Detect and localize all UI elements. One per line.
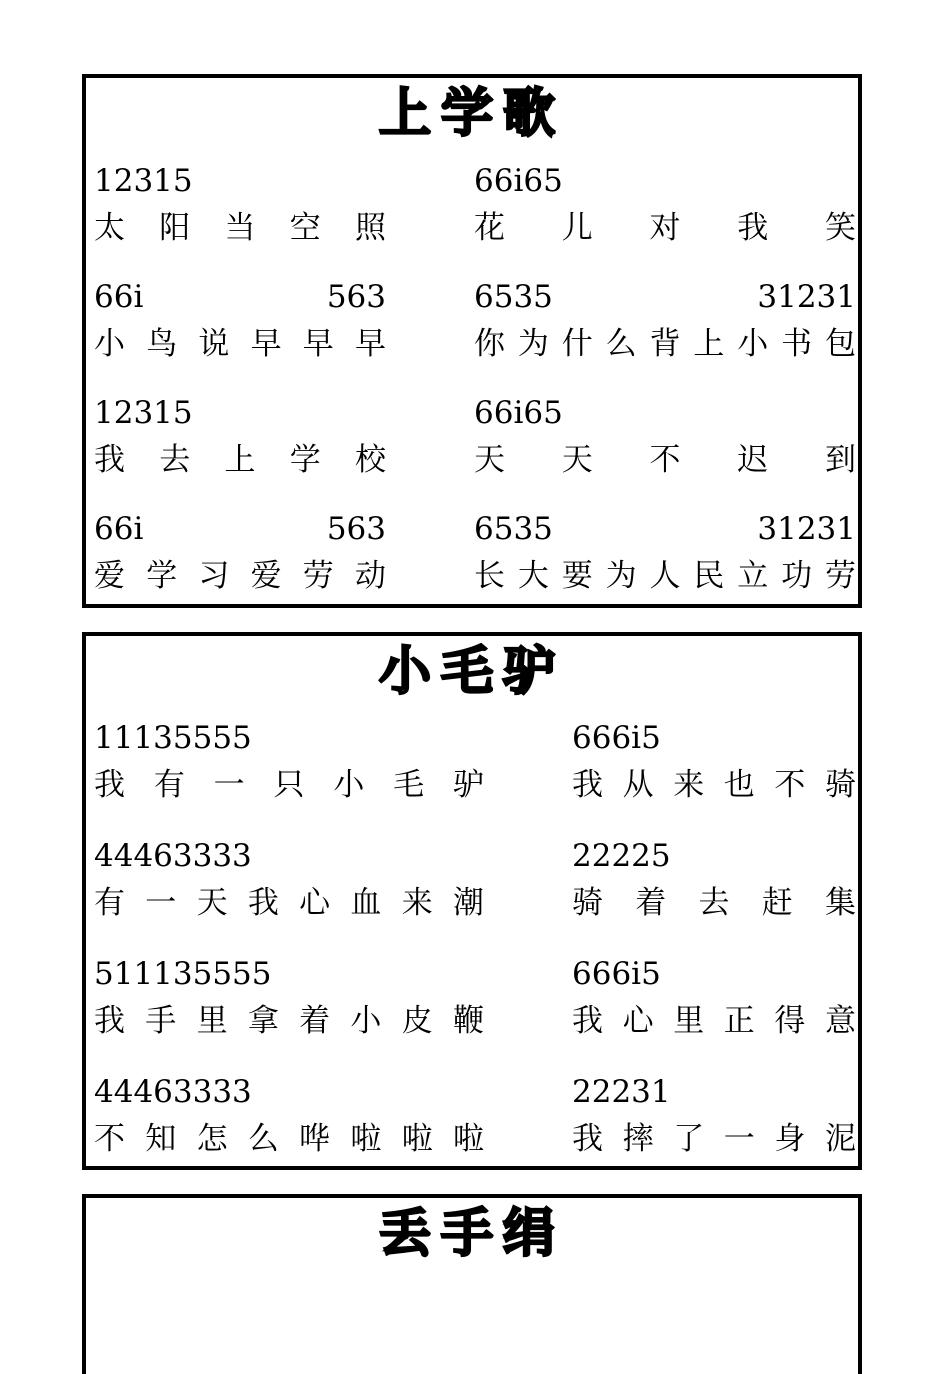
lyric-char: 我 <box>94 767 125 803</box>
notation-part: 44463333 <box>94 1074 252 1110</box>
notation <box>572 838 856 874</box>
lyric-char: 有 <box>153 767 185 803</box>
lyric-char: 上 <box>693 326 725 362</box>
notation-part: 12315 <box>94 395 193 431</box>
song-line <box>94 395 386 478</box>
notation-part: 66i <box>94 511 144 547</box>
song-line <box>572 720 856 803</box>
lyric-char: 鸟 <box>146 326 178 362</box>
lyric-char: 劳 <box>302 558 334 594</box>
notation-part: 66i65 <box>474 395 563 431</box>
lyric-char: 着 <box>299 1003 331 1039</box>
lyric-char: 学 <box>289 442 321 478</box>
song-card <box>82 1194 862 1374</box>
lyric-char: 来 <box>401 885 433 921</box>
lyric-char: 小 <box>350 1003 382 1039</box>
lyrics <box>572 885 856 921</box>
lyric-char: 驴 <box>452 767 484 803</box>
lyric-char: 背 <box>649 326 681 362</box>
notation <box>572 956 856 992</box>
lyric-char: 从 <box>622 767 654 803</box>
lyric-char: 赶 <box>761 885 793 921</box>
lyric-char: 爱 <box>94 558 125 594</box>
notation-part: 66i65 <box>474 163 563 199</box>
lyric-char: 我 <box>94 1003 125 1039</box>
lyric-char: 也 <box>723 767 755 803</box>
lyric-char: 早 <box>354 326 386 362</box>
lyric-char: 知 <box>145 1121 177 1157</box>
lyric-char: 校 <box>355 442 386 478</box>
notation <box>474 279 856 315</box>
lyric-char: 身 <box>774 1121 806 1157</box>
lyric-char: 来 <box>673 767 705 803</box>
notation-part: 22225 <box>572 838 671 874</box>
lyric-char: 要 <box>561 558 593 594</box>
lyric-char: 潮 <box>452 885 484 921</box>
lyric-char: 上 <box>224 442 256 478</box>
song-line <box>474 163 856 246</box>
song-line <box>474 279 856 362</box>
lyric-char: 一 <box>723 1121 755 1157</box>
lyrics <box>94 326 386 362</box>
lyrics <box>572 1121 856 1157</box>
lyric-char: 为 <box>517 326 549 362</box>
lyric-char: 小 <box>94 326 125 362</box>
notation-part: 6535 <box>474 511 553 547</box>
lyric-char: 血 <box>350 885 382 921</box>
lyric-char: 集 <box>825 885 856 921</box>
lyrics <box>94 767 484 803</box>
lyric-char: 我 <box>94 442 125 478</box>
song-title: 小毛驴 <box>378 642 565 702</box>
lyric-char: 不 <box>94 1121 125 1157</box>
lyric-char: 小 <box>333 767 365 803</box>
lyric-char: 功 <box>781 558 813 594</box>
lyric-char: 啦 <box>350 1121 382 1157</box>
lyric-char: 小 <box>737 326 769 362</box>
lyrics <box>94 1121 484 1157</box>
lyrics <box>572 767 856 803</box>
lyric-char: 我 <box>247 885 279 921</box>
lyric-char: 天 <box>196 885 228 921</box>
lyric-char: 我 <box>572 767 603 803</box>
lyric-char: 只 <box>273 767 305 803</box>
lyric-char: 天 <box>561 442 593 478</box>
notation-part: 563 <box>326 279 386 315</box>
lyric-char: 不 <box>649 442 681 478</box>
song-line <box>94 838 484 921</box>
lyrics <box>572 1003 856 1039</box>
lyric-char: 哗 <box>299 1121 331 1157</box>
lyric-char: 拿 <box>247 1003 279 1039</box>
lyric-char: 去 <box>159 442 191 478</box>
lyric-char: 动 <box>354 558 386 594</box>
lyric-char: 早 <box>250 326 282 362</box>
lyric-char: 什 <box>561 326 593 362</box>
lyric-char: 得 <box>774 1003 806 1039</box>
lyric-char: 你 <box>474 326 505 362</box>
song-line <box>94 163 386 246</box>
lyrics <box>94 558 386 594</box>
notation-part: 66i <box>94 279 144 315</box>
lyric-char: 花 <box>474 210 505 246</box>
lyric-char: 啦 <box>452 1121 484 1157</box>
lyric-char: 学 <box>146 558 178 594</box>
song-title: 丢手绢 <box>378 1204 565 1264</box>
notation <box>474 163 856 199</box>
song-line <box>572 838 856 921</box>
song-line <box>94 1074 484 1157</box>
lyric-char: 里 <box>196 1003 228 1039</box>
lyric-char: 么 <box>247 1121 279 1157</box>
notation <box>94 838 484 874</box>
notation <box>94 720 484 756</box>
lyric-char: 早 <box>302 326 334 362</box>
lyric-char: 天 <box>474 442 505 478</box>
song-line <box>572 956 856 1039</box>
lyric-char: 爱 <box>250 558 282 594</box>
notation <box>474 511 856 547</box>
lyric-char: 正 <box>723 1003 755 1039</box>
lyric-char: 毛 <box>393 767 425 803</box>
lyric-char: 不 <box>774 767 806 803</box>
lyric-char: 意 <box>824 1003 856 1039</box>
notation <box>94 511 386 547</box>
notation-part: 22231 <box>572 1074 671 1110</box>
lyric-char: 皮 <box>401 1003 433 1039</box>
notation <box>474 395 856 431</box>
lyric-char: 民 <box>693 558 725 594</box>
lyric-char: 劳 <box>825 558 856 594</box>
lyric-char: 习 <box>198 558 230 594</box>
lyric-char: 着 <box>635 885 667 921</box>
lyric-char: 骑 <box>572 885 603 921</box>
lyric-char: 太 <box>94 210 125 246</box>
lyric-char: 怎 <box>196 1121 228 1157</box>
notation <box>94 956 484 992</box>
lyric-char: 么 <box>605 326 637 362</box>
notation-part: 11135555 <box>94 720 252 756</box>
lyric-char: 手 <box>145 1003 177 1039</box>
lyric-char: 一 <box>213 767 245 803</box>
lyric-char: 鞭 <box>452 1003 484 1039</box>
notation-part: 44463333 <box>94 838 252 874</box>
lyric-char: 书 <box>781 326 813 362</box>
song-line <box>474 395 856 478</box>
notation <box>572 1074 856 1110</box>
notation-part: 6535 <box>474 279 553 315</box>
lyric-char: 说 <box>198 326 230 362</box>
notation-part: 666i5 <box>572 720 661 756</box>
notation <box>94 163 386 199</box>
lyric-char: 泥 <box>824 1121 856 1157</box>
lyric-char: 当 <box>224 210 256 246</box>
lyric-char: 我 <box>737 210 769 246</box>
song-line <box>94 279 386 362</box>
notation <box>572 720 856 756</box>
song-line <box>94 956 484 1039</box>
lyric-char: 长 <box>474 558 505 594</box>
song-line <box>474 511 856 594</box>
notation-part: 511135555 <box>94 956 272 992</box>
lyrics <box>474 442 856 478</box>
lyric-char: 空 <box>289 210 321 246</box>
notation-part: 12315 <box>94 163 193 199</box>
lyric-char: 迟 <box>737 442 769 478</box>
notation <box>94 395 386 431</box>
lyric-char: 大 <box>517 558 549 594</box>
lyric-char: 心 <box>299 885 331 921</box>
lyric-char: 包 <box>825 326 856 362</box>
lyric-char: 一 <box>145 885 177 921</box>
lyrics <box>94 885 484 921</box>
lyric-char: 骑 <box>824 767 856 803</box>
lyric-char: 我 <box>572 1121 603 1157</box>
lyric-char: 立 <box>737 558 769 594</box>
lyric-char: 到 <box>825 442 856 478</box>
lyric-char: 里 <box>673 1003 705 1039</box>
lyrics <box>474 558 856 594</box>
song-title: 上学歌 <box>378 84 565 144</box>
lyric-char: 为 <box>605 558 637 594</box>
lyric-char: 摔 <box>622 1121 654 1157</box>
notation-part: 31231 <box>757 279 856 315</box>
notation-part: 31231 <box>757 511 856 547</box>
lyrics <box>474 326 856 362</box>
lyric-char: 有 <box>94 885 125 921</box>
lyric-char: 对 <box>649 210 681 246</box>
lyric-char: 人 <box>649 558 681 594</box>
lyric-char: 了 <box>673 1121 705 1157</box>
notation-part: 563 <box>326 511 386 547</box>
lyrics <box>94 210 386 246</box>
lyric-char: 我 <box>572 1003 603 1039</box>
lyrics <box>474 210 856 246</box>
song-line <box>572 1074 856 1157</box>
song-line <box>94 720 484 803</box>
lyric-char: 心 <box>622 1003 654 1039</box>
notation <box>94 279 386 315</box>
lyrics <box>94 1003 484 1039</box>
song-line <box>94 511 386 594</box>
notation <box>94 1074 484 1110</box>
notation-part: 666i5 <box>572 956 661 992</box>
lyric-char: 照 <box>355 210 386 246</box>
lyric-char: 啦 <box>401 1121 433 1157</box>
lyrics <box>94 442 386 478</box>
lyric-char: 儿 <box>561 210 593 246</box>
lyric-char: 去 <box>698 885 730 921</box>
lyric-char: 阳 <box>159 210 191 246</box>
lyric-char: 笑 <box>825 210 856 246</box>
